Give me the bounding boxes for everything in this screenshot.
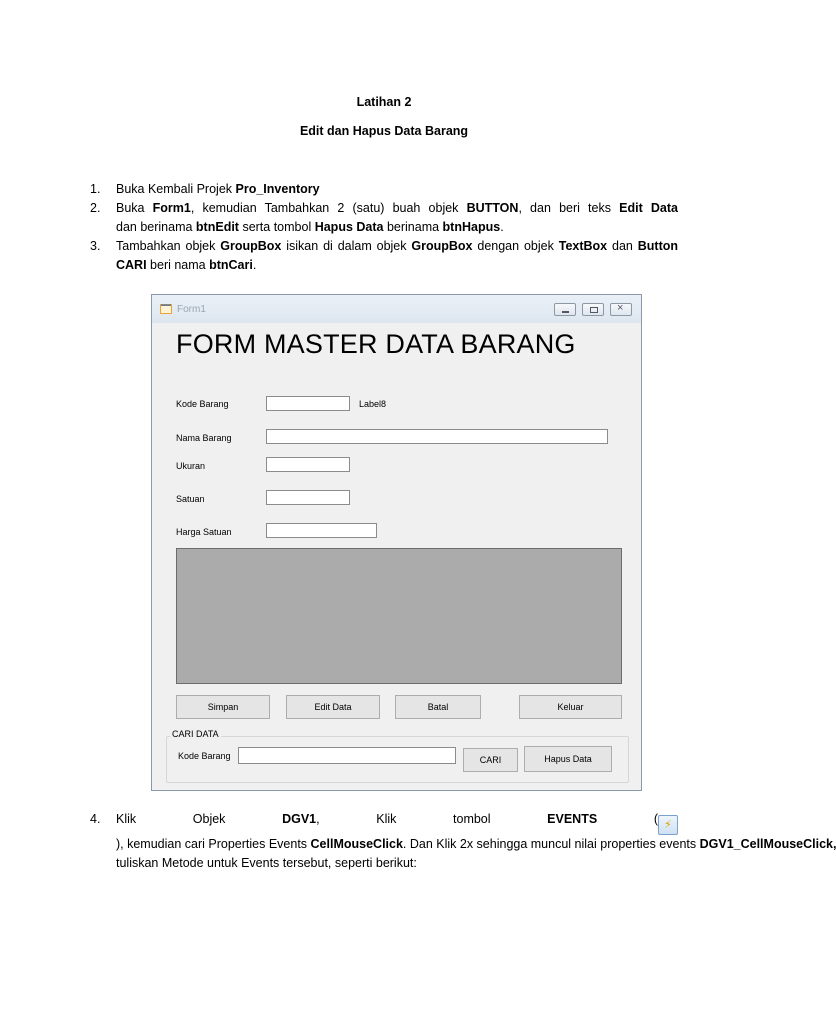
text-part: Buka [116,201,153,215]
text-part: Buka Kembali Projek [116,182,236,196]
kode-barang-input[interactable] [266,396,350,411]
text-bold: TextBox [558,239,608,253]
satuan-label: Satuan [176,494,205,504]
text-part: ( [597,812,658,826]
text-bold: GroupBox [411,239,473,253]
title-bar [152,295,641,323]
text-part: serta tombol [238,220,315,234]
text-part: , kemudian Tambahkan 2 (satu) buah objek [190,201,467,215]
hapus-data-button[interactable]: Hapus Data [524,746,612,772]
close-button[interactable] [610,303,632,316]
heading-subtitle: Edit dan Hapus Data Barang [299,124,469,138]
text-bold: Button CARI [116,239,679,272]
text-part: Tambahkan objek [116,239,221,253]
step-text [116,180,678,199]
batal-button[interactable]: Batal [395,695,481,719]
simpan-button[interactable]: Simpan [176,695,270,719]
maximize-button[interactable] [582,303,604,316]
step-text [116,237,678,275]
text-bold: EVENTS [547,812,598,826]
text-part: . Dan Klik 2x sehingga muncul nilai properties events [402,837,700,851]
keluar-button[interactable]: Keluar [519,695,622,719]
text-bold: Hapus Data [314,220,384,234]
harga-satuan-input[interactable] [266,523,377,538]
text-bold: GroupBox [220,239,282,253]
ukuran-label: Ukuran [176,461,206,471]
step-text [116,199,678,237]
text-bold: CellMouseClick [310,837,403,851]
form-icon [160,304,172,314]
text-part: . [500,220,504,234]
text-bold: btnEdit [195,220,239,234]
text-part: dan [607,239,638,253]
edit-data-button[interactable]: Edit Data [286,695,380,719]
text-part: berinama [383,220,443,234]
cari-button[interactable]: CARI [463,748,518,772]
ukuran-input[interactable] [266,457,350,472]
step-number: 2. [90,201,101,215]
form-window [151,294,642,791]
text-bold: btnCari [209,258,253,272]
form-title: FORM MASTER DATA BARANG [176,329,576,359]
groupbox-title: CARI DATA [172,729,219,739]
step-number: 4. [90,812,101,826]
nama-barang-label: Nama Barang [176,433,232,443]
cari-kode-input[interactable] [238,747,456,764]
text-bold: Edit Data [619,201,678,215]
text-part: , dan beri teks [518,201,620,215]
text-bold: BUTTON [466,201,519,215]
step-number: 3. [90,239,101,253]
text-part: . [252,258,257,272]
window-title: Form1 [177,304,206,315]
minimize-button[interactable] [554,303,576,316]
harga-satuan-label: Harga Satuan [176,527,232,537]
text-part: ), kemudian cari Properties Events [116,837,311,851]
text-part: dan berinama [116,220,196,234]
text-part: beri nama [146,258,210,272]
label8: Label8 [359,399,387,409]
text-part: isikan di dalam objek [281,239,412,253]
kode-barang-label: Kode Barang [176,399,229,409]
text-bold: btnHapus [442,220,501,234]
text-bold: DGV1_CellMouseClick, [699,837,836,851]
step-text [116,810,836,873]
text-part: Klik Objek [116,812,283,826]
text-part: dengan objek [472,239,559,253]
lightning-icon: ⚡ [658,815,678,835]
text-bold: Pro_Inventory [235,182,320,196]
satuan-input[interactable] [266,490,350,505]
data-grid-view[interactable] [176,548,622,684]
text-part: tuliskan Metode untuk Events tersebut, seperti berikut: [116,856,417,870]
heading-latihan: Latihan 2 [356,95,412,109]
cari-kode-barang-label: Kode Barang [178,751,231,761]
step-number: 1. [90,182,101,196]
nama-barang-input[interactable] [266,429,608,444]
text-bold: DGV1 [282,812,317,826]
text-bold: Form1 [152,201,191,215]
text-part: , Klik tombol [316,812,548,826]
